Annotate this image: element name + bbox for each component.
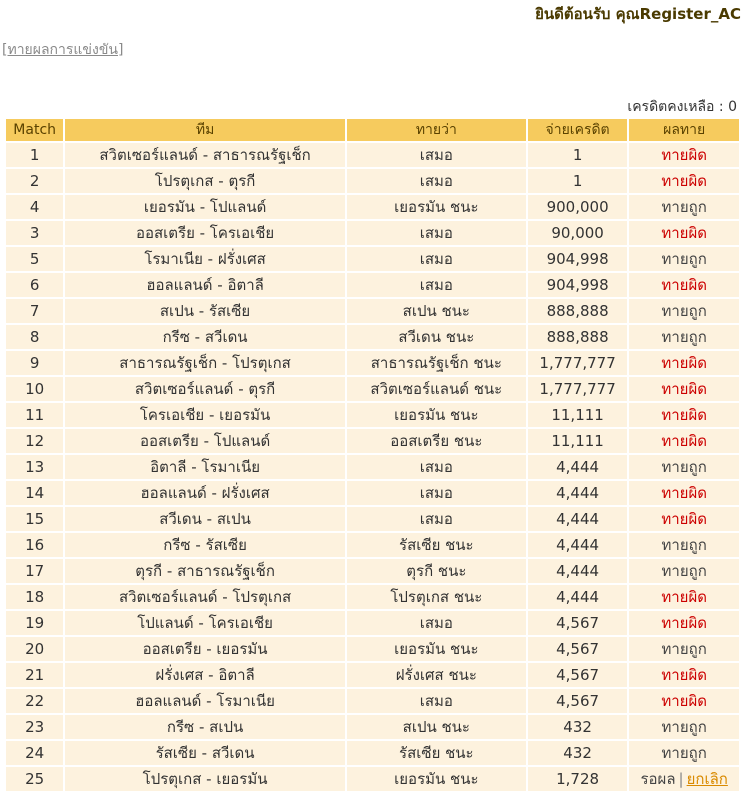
- match-guess: เสมอ: [347, 247, 526, 271]
- table-body: [6, 143, 739, 791]
- match-guess: ฝรั่งเศส ชนะ: [347, 663, 526, 687]
- match-number: 25: [6, 767, 63, 791]
- result-status: ทายถูก: [661, 458, 707, 476]
- column-header-credit: จ่ายเครดิต: [528, 119, 628, 141]
- table-row: [6, 767, 739, 791]
- match-number: 15: [6, 507, 63, 531]
- match-credit: 4,444: [528, 585, 628, 609]
- match-teams: กรีซ - สเปน: [65, 715, 345, 739]
- match-guess: เสมอ: [347, 481, 526, 505]
- match-credit: 4,567: [528, 611, 628, 635]
- match-teams: โครเอเชีย - เยอรมัน: [65, 403, 345, 427]
- match-number: 20: [6, 637, 63, 661]
- match-guess: เสมอ: [347, 169, 526, 193]
- table-row: [6, 533, 739, 557]
- match-credit: 4,444: [528, 481, 628, 505]
- result-status: ทายผิด: [661, 692, 707, 710]
- match-guess: ออสเตรีย ชนะ: [347, 429, 526, 453]
- match-number: 8: [6, 325, 63, 349]
- match-number: 6: [6, 273, 63, 297]
- match-teams: เยอรมัน - โปแลนด์: [65, 195, 345, 219]
- match-result-cell: [629, 715, 739, 739]
- result-status: ทายผิด: [661, 588, 707, 606]
- match-result-cell: [629, 325, 739, 349]
- match-result-cell: [629, 767, 739, 791]
- match-credit: 432: [528, 715, 628, 739]
- match-teams: สวิตเซอร์แลนด์ - สาธารณรัฐเช็ก: [65, 143, 345, 167]
- match-number: 4: [6, 195, 63, 219]
- match-result-cell: [629, 169, 739, 193]
- match-result-cell: [629, 377, 739, 401]
- match-credit: 4,444: [528, 455, 628, 479]
- match-credit: 904,998: [528, 247, 628, 271]
- table-row: [6, 169, 739, 193]
- result-status: ทายผิด: [661, 432, 707, 450]
- column-header-guess: ทายว่า: [347, 119, 526, 141]
- match-credit: 4,444: [528, 533, 628, 557]
- match-result-cell: [629, 221, 739, 245]
- result-status: ทายถูก: [661, 302, 707, 320]
- table-row: [6, 195, 739, 219]
- match-guess: เสมอ: [347, 507, 526, 531]
- match-credit: 1,777,777: [528, 377, 628, 401]
- match-guess: เยอรมัน ชนะ: [347, 767, 526, 791]
- match-result-cell: [629, 559, 739, 583]
- match-number: 14: [6, 481, 63, 505]
- result-status: ทายผิด: [661, 484, 707, 502]
- table-row: [6, 455, 739, 479]
- table-row: [6, 325, 739, 349]
- match-credit: 432: [528, 741, 628, 765]
- match-teams: โปรตุเกส - เยอรมัน: [65, 767, 345, 791]
- match-teams: สวิตเซอร์แลนด์ - ตุรกี: [65, 377, 345, 401]
- result-status: ทายผิด: [661, 276, 707, 294]
- match-teams: สวีเดน - สเปน: [65, 507, 345, 531]
- match-credit: 4,567: [528, 637, 628, 661]
- match-teams: สาธารณรัฐเช็ก - โปรตุเกส: [65, 351, 345, 375]
- match-guess: เสมอ: [347, 455, 526, 479]
- table-row: [6, 611, 739, 635]
- table-row: [6, 221, 739, 245]
- match-guess: เสมอ: [347, 221, 526, 245]
- table-row: [6, 247, 739, 271]
- match-number: 16: [6, 533, 63, 557]
- match-credit: 11,111: [528, 403, 628, 427]
- match-result-cell: [629, 507, 739, 531]
- match-number: 18: [6, 585, 63, 609]
- match-teams: ฝรั่งเศส - อิตาลี: [65, 663, 345, 687]
- table-row: [6, 741, 739, 765]
- match-teams: อิตาลี - โรมาเนีย: [65, 455, 345, 479]
- match-teams: สเปน - รัสเซีย: [65, 299, 345, 323]
- result-status: ทายถูก: [661, 250, 707, 268]
- match-teams: ออสเตรีย - โครเอเชีย: [65, 221, 345, 245]
- result-status: รอผล: [640, 770, 676, 788]
- match-result-cell: [629, 481, 739, 505]
- match-number: 22: [6, 689, 63, 713]
- prediction-table: [4, 117, 741, 793]
- credit-balance: เครดิตคงเหลือ : 0: [627, 99, 737, 115]
- result-status: ทายผิด: [661, 510, 707, 528]
- table-row: [6, 559, 739, 583]
- match-result-cell: [629, 611, 739, 635]
- match-guess: สเปน ชนะ: [347, 715, 526, 739]
- match-credit: 904,998: [528, 273, 628, 297]
- match-credit: 90,000: [528, 221, 628, 245]
- match-credit: 900,000: [528, 195, 628, 219]
- match-number: 13: [6, 455, 63, 479]
- welcome-message: ยินดีต้อนรับ คุณRegister_AC: [535, 5, 741, 23]
- match-number: 21: [6, 663, 63, 687]
- table-row: [6, 377, 739, 401]
- action-separator: |: [678, 770, 684, 788]
- match-guess: เยอรมัน ชนะ: [347, 637, 526, 661]
- match-number: 7: [6, 299, 63, 323]
- result-status: ทายถูก: [661, 328, 707, 346]
- match-number: 1: [6, 143, 63, 167]
- match-result-cell: [629, 689, 739, 713]
- match-guess: รัสเซีย ชนะ: [347, 533, 526, 557]
- column-header-team: ทีม: [65, 119, 345, 141]
- match-credit: 1: [528, 143, 628, 167]
- match-result-cell: [629, 299, 739, 323]
- table-row: [6, 299, 739, 323]
- match-guess: เสมอ: [347, 689, 526, 713]
- match-number: 17: [6, 559, 63, 583]
- table-row: [6, 715, 739, 739]
- match-guess: เสมอ: [347, 611, 526, 635]
- table-row: [6, 273, 739, 297]
- match-result-cell: [629, 663, 739, 687]
- match-result-cell: [629, 585, 739, 609]
- match-guess: รัสเซีย ชนะ: [347, 741, 526, 765]
- match-number: 3: [6, 221, 63, 245]
- column-header-result: ผลทาย: [629, 119, 739, 141]
- match-number: 23: [6, 715, 63, 739]
- match-guess: สาธารณรัฐเช็ก ชนะ: [347, 351, 526, 375]
- match-result-cell: [629, 403, 739, 427]
- match-guess: เยอรมัน ชนะ: [347, 195, 526, 219]
- result-status: ทายผิด: [661, 354, 707, 372]
- match-credit: 4,567: [528, 663, 628, 687]
- table-row: [6, 585, 739, 609]
- column-header-match: Match: [6, 119, 63, 141]
- match-teams: โรมาเนีย - ฝรั่งเศส: [65, 247, 345, 271]
- table-row: [6, 429, 739, 453]
- match-teams: สวิตเซอร์แลนด์ - โปรตุเกส: [65, 585, 345, 609]
- match-credit: 888,888: [528, 325, 628, 349]
- match-result-cell: [629, 533, 739, 557]
- match-credit: 1,777,777: [528, 351, 628, 375]
- match-result-cell: [629, 637, 739, 661]
- match-teams: โปแลนด์ - โครเอเชีย: [65, 611, 345, 635]
- result-status: ทายผิด: [661, 666, 707, 684]
- table-row: [6, 663, 739, 687]
- result-status: ทายถูก: [661, 536, 707, 554]
- match-result-cell: [629, 273, 739, 297]
- table-row: [6, 637, 739, 661]
- match-credit: 1,728: [528, 767, 628, 791]
- match-teams: ฮอลแลนด์ - ฝรั่งเศส: [65, 481, 345, 505]
- match-credit: 4,444: [528, 559, 628, 583]
- match-guess: โปรตุเกส ชนะ: [347, 585, 526, 609]
- result-status: ทายผิด: [661, 380, 707, 398]
- table-row: [6, 481, 739, 505]
- result-status: ทายถูก: [661, 198, 707, 216]
- match-credit: 4,444: [528, 507, 628, 531]
- match-credit: 888,888: [528, 299, 628, 323]
- match-guess: เยอรมัน ชนะ: [347, 403, 526, 427]
- match-teams: ออสเตรีย - เยอรมัน: [65, 637, 345, 661]
- result-status: ทายผิด: [661, 224, 707, 242]
- match-guess: สวิตเซอร์แลนด์ ชนะ: [347, 377, 526, 401]
- match-teams: รัสเซีย - สวีเดน: [65, 741, 345, 765]
- table-row: [6, 689, 739, 713]
- match-credit: 1: [528, 169, 628, 193]
- match-number: 19: [6, 611, 63, 635]
- match-teams: ฮอลแลนด์ - โรมาเนีย: [65, 689, 345, 713]
- match-number: 2: [6, 169, 63, 193]
- match-number: 24: [6, 741, 63, 765]
- result-status: ทายผิด: [661, 146, 707, 164]
- result-status: ทายผิด: [661, 614, 707, 632]
- match-credit: 4,567: [528, 689, 628, 713]
- match-number: 10: [6, 377, 63, 401]
- match-result-cell: [629, 143, 739, 167]
- match-number: 9: [6, 351, 63, 375]
- result-status: ทายถูก: [661, 562, 707, 580]
- match-guess: สเปน ชนะ: [347, 299, 526, 323]
- table-row: [6, 143, 739, 167]
- match-result-cell: [629, 429, 739, 453]
- match-teams: กรีซ - รัสเซีย: [65, 533, 345, 557]
- result-status: ทายผิด: [661, 172, 707, 190]
- match-number: 5: [6, 247, 63, 271]
- table-row: [6, 351, 739, 375]
- match-teams: ตุรกี - สาธารณรัฐเช็ก: [65, 559, 345, 583]
- match-guess: ตุรกี ชนะ: [347, 559, 526, 583]
- match-teams: ฮอลแลนด์ - อิตาลี: [65, 273, 345, 297]
- match-teams: โปรตุเกส - ตุรกี: [65, 169, 345, 193]
- match-teams: กรีซ - สวีเดน: [65, 325, 345, 349]
- match-result-cell: [629, 741, 739, 765]
- match-number: 12: [6, 429, 63, 453]
- match-guess: เสมอ: [347, 143, 526, 167]
- match-credit: 11,111: [528, 429, 628, 453]
- result-status: ทายผิด: [661, 406, 707, 424]
- table-row: [6, 403, 739, 427]
- match-guess: เสมอ: [347, 273, 526, 297]
- match-result-cell: [629, 247, 739, 271]
- match-result-cell: [629, 455, 739, 479]
- result-status: ทายถูก: [661, 744, 707, 762]
- match-teams: ออสเตรีย - โปแลนด์: [65, 429, 345, 453]
- result-status: ทายถูก: [661, 718, 707, 736]
- match-guess: สวีเดน ชนะ: [347, 325, 526, 349]
- predict-matches-link[interactable]: [ทายผลการแข่งขัน]: [2, 42, 124, 58]
- table-row: [6, 507, 739, 531]
- match-result-cell: [629, 195, 739, 219]
- cancel-prediction-link[interactable]: ยกเลิก: [686, 770, 728, 788]
- match-number: 11: [6, 403, 63, 427]
- result-status: ทายถูก: [661, 640, 707, 658]
- table-header-row: [6, 119, 739, 141]
- match-result-cell: [629, 351, 739, 375]
